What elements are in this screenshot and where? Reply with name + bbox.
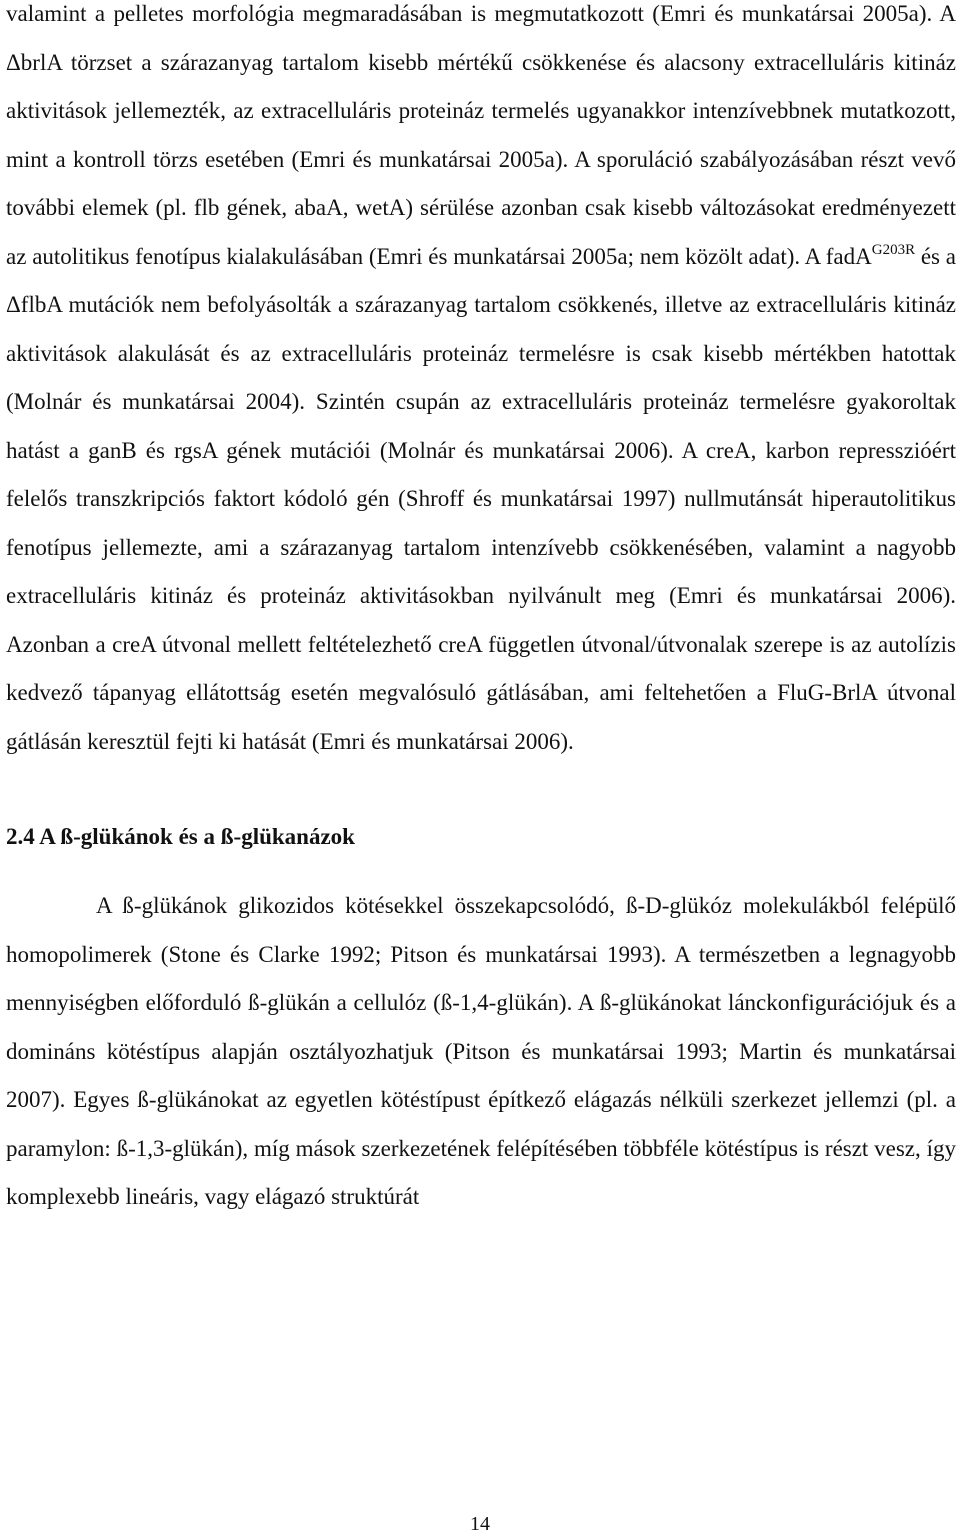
- page-number: 14: [470, 1513, 490, 1535]
- body-paragraph: [6, 0, 956, 766]
- document-page: [6, 0, 956, 1222]
- section-heading: 2.4 A ß-glükánok és a ß-glükanázok: [6, 824, 355, 849]
- paragraph-text-continued: és a ΔflbA mutációk nem befolyásolták a szárazanyag tartalom csökkenés, illetve az extracelluláris kitináz aktivitások alakulását és az extracelluláris proteináz termelésre is csak kisebb mértékben hatottak (Molnár és munkatársai 2004). Szintén csupán az extracelluláris proteináz termelésre gyakoroltak hatást a ganB és rgsA gének mutációi (Molnár és munkatársai 2006). A creA, karbon represszióért felelős transzkripciós faktort kódoló gén (Shroff és munkatársai 1997) nullmutánsát hiperautolitikus fenotípus jellemezte, ami a szárazanyag tartalom intenzívebb csökkenésében, valamint a nagyobb extracelluláris kitináz és proteináz aktivitásokban nyilvánult meg (Emri és munkatársai 2006). Azonban a creA útvonal mellett feltételezhető creA független útvonal/útvonalak szerepe is az autolízis kedvező tápanyag ellátottság esetén megvalósuló gátlásában, ami feltehetően a FluG-BrlA útvonal gátlásán keresztül fejti ki hatását (Emri és munkatársai 2006).: [6, 243, 956, 754]
- body-paragraph-2: A ß-glükánok glikozidos kötésekkel összekapcsolódó, ß-D-glükóz molekulákból felépülő homopolimerek (Stone és Clarke 1992; Pitson és munkatársai 1993). A természetben a legnagyobb mennyiségben előforduló ß-glükán a cellulóz (ß-1,4-glükán). A ß-glükánokat lánckonfigurációjuk és a domináns kötéstípus alapján osztályozhatjuk (Pitson és munkatársai 1993; Martin és munkatársai 2007). Egyes ß-glükánokat az egyetlen kötéstípust építkező elágazás nélküli szerkezet jellemzi (pl. a paramylon: ß-1,3-glükán), míg mások szerkezetének felépítésében többféle kötéstípus is részt vesz, így komplexebb lineáris, vagy elágazó struktúrát: [6, 893, 956, 1209]
- superscript-allele: G203R: [871, 241, 916, 258]
- paragraph-text: valamint a pelletes morfológia megmaradásában is megmutatkozott (Emri és munkatársai 2005a). A ΔbrlA törzset a szárazanyag tartalom kisebb mértékű csökkenése és alacsony extracelluláris kitináz aktivitások jellemezték, az extracelluláris proteináz termelés ugyanakkor intenzívebbnek mutatkozott, mint a kontroll törzs esetében (Emri és munkatársai 2005a). A sporuláció szabályozásában részt vevő további elemek (pl. flb gének, abaA, wetA) sérülése azonban csak kisebb változásokat eredményezett az autolitikus fenotípus kialakulásában (Emri és munkatársai 2005a; nem közölt adat). A fadA: [6, 1, 956, 269]
